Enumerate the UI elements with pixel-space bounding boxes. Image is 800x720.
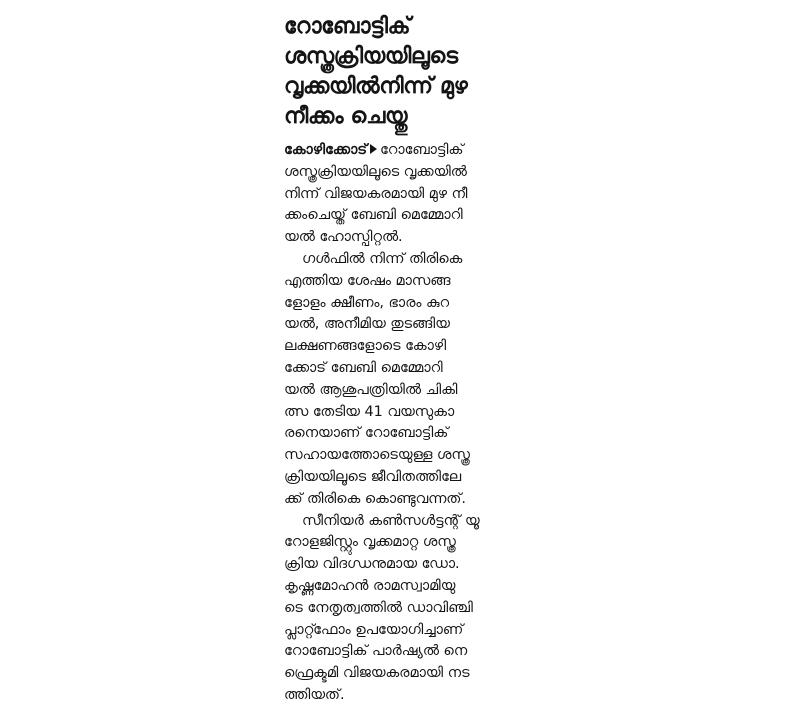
dateline: കോഴിക്കോട് [284, 142, 367, 158]
text-line: യൽ ആശുപത്രിയിൽ ചികി [284, 381, 458, 398]
text-line: ത്സ തേടിയ 41 വയസുകാ [284, 403, 455, 420]
text-line: ക്കോട് ബേബി മെമ്മോറി [284, 359, 443, 376]
article-body [284, 140, 524, 707]
text-line: നിന്ന് വിജയകരമായി മുഴ നീ [284, 185, 468, 202]
text-line: പ്ലാറ്റ്ഫോം ഉപയോഗിച്ചാണ് [284, 621, 464, 638]
text-line: ഗൾഫിൽ നിന്ന് തിരികെ [302, 250, 463, 267]
headline-line: നീക്കം ചെയ്തു [284, 104, 408, 129]
newspaper-clipping [284, 12, 524, 712]
triangle-right-icon [370, 144, 377, 154]
text-line: ത്തിയത്. [284, 686, 345, 703]
text-fragment: റോബോട്ടിക് [380, 142, 464, 158]
text-line: യൽ ഹോസ്പിറ്റൽ. [284, 229, 403, 246]
text-line: സഹായത്തോടെയുള്ള ശസ്ത്ര [284, 447, 470, 464]
text-line: ടെ നേതൃത്വത്തിൽ ഡാവിഞ്ചി [284, 599, 473, 616]
text-line: ക്രിയയിലൂടെ ജീവിതത്തിലേ [284, 468, 462, 485]
text-line: ശസ്ത്രക്രിയയിലൂടെ വൃക്കയിൽ [284, 163, 467, 180]
text-line: ളോളം ക്ഷീണം, ഭാരം കുറ [284, 294, 450, 311]
text-line: എത്തിയ ശേഷം മാസങ്ങ [284, 272, 451, 289]
headline-line: ശസ്ത്രക്രിയയിലൂടെ [284, 44, 458, 69]
paragraph-1 [284, 140, 524, 249]
text-line: റോബോട്ടിക് പാർഷ്യൽ നെ [284, 643, 468, 660]
paragraph-3 [284, 511, 524, 707]
paragraph-2 [284, 249, 524, 511]
text-line: ഫ്രെക്ടമി വിജയകരമായി നട [284, 665, 470, 682]
text-line [284, 140, 524, 162]
headline-line: വൃക്കയിൽനിന്ന് മുഴ [284, 74, 468, 99]
text-line: ക്കംചെയ്ത് ബേബി മെമ്മോറി [284, 207, 463, 224]
headline [284, 12, 524, 132]
headline-line: റോബോട്ടിക് [284, 14, 411, 39]
text-line: റോളജിസ്റ്റും വൃക്കമാറ്റ ശസ്ത്ര [284, 534, 456, 551]
text-line: യൽ, അനീമിയ തുടങ്ങിയ [284, 316, 450, 333]
text-line: ക്ക് തിരികെ കൊണ്ടുവന്നത്. [284, 490, 466, 507]
text-line: ലക്ഷണങ്ങളോടെ കോഴി [284, 338, 447, 355]
text-line: രനെയാണ് റോബോട്ടിക് [284, 425, 449, 442]
text-line: സീനിയർ കൺസൾട്ടന്റ് യൂ [302, 512, 480, 529]
text-line: കൃഷ്ണമോഹൻ രാമസ്വാമിയു [284, 577, 456, 594]
text-line: ക്രിയ വിദഗ്ധനുമായ ഡോ. [284, 556, 460, 573]
